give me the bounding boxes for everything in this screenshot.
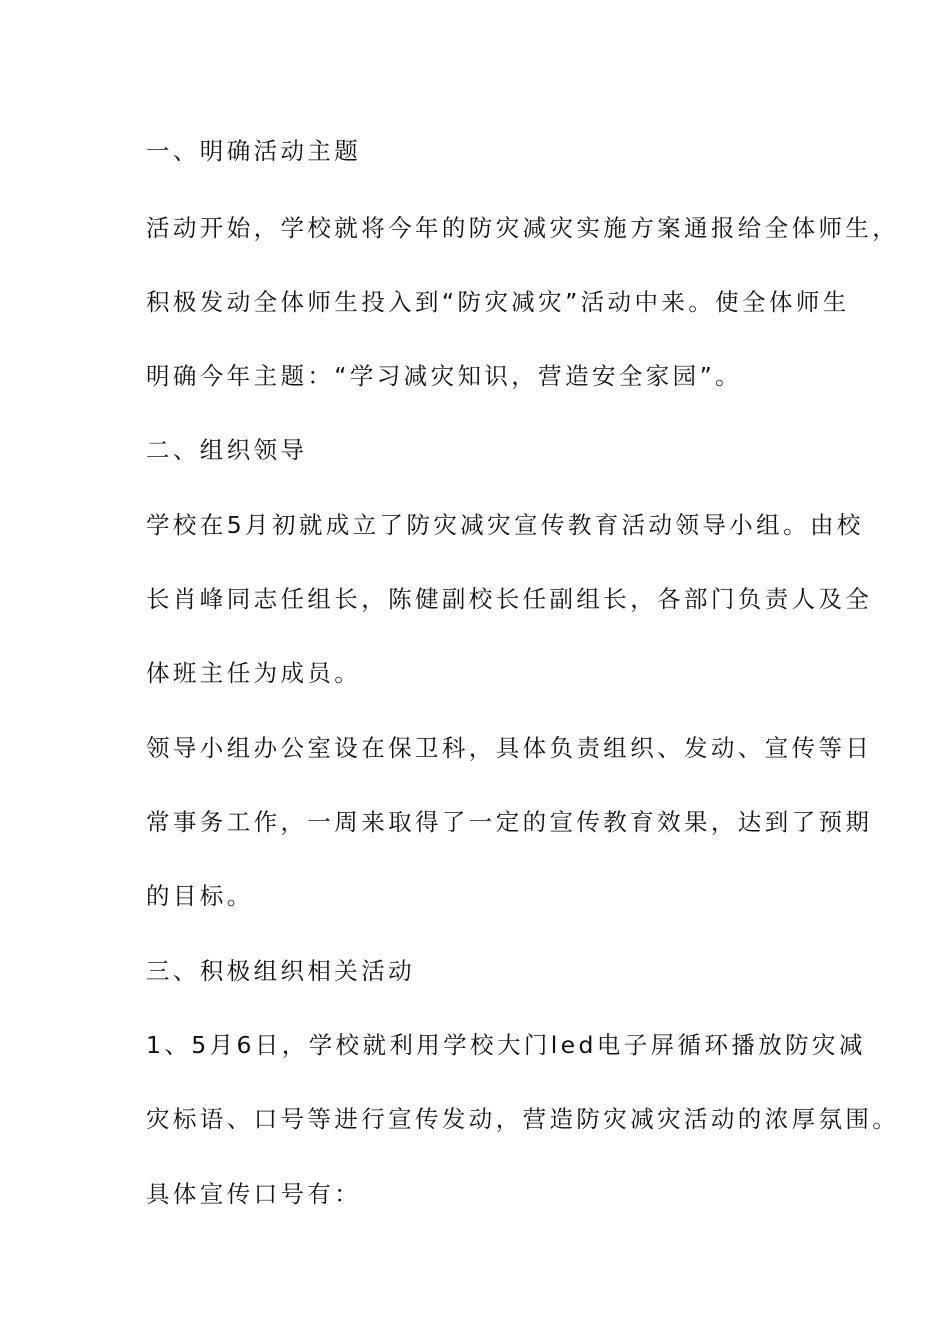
paragraph-line: 积极发动全体师生投入到“防灾减灾”活动中来。使全体师生 — [146, 288, 850, 316]
paragraph-line: 学校在5月初就成立了防灾减灾宣传教育活动领导小组。由校 — [146, 511, 864, 539]
paragraph-line: 长肖峰同志任组长，陈健副校长任副组长，各部门负责人及全 — [146, 585, 873, 613]
section-heading-1: 一、明确活动主题 — [146, 137, 362, 165]
paragraph-line: 明确今年主题：“学习减灾知识，营造安全家园”。 — [146, 362, 743, 390]
section-heading-3: 三、积极组织相关活动 — [146, 957, 415, 985]
paragraph-line: 领导小组办公室设在保卫科，具体负责组织、发动、宣传等日 — [146, 734, 873, 762]
paragraph-line: 具体宣传口号有： — [146, 1180, 362, 1208]
paragraph-line: 1、5月6日，学校就利用学校大门led电子屏循环播放防灾减 — [146, 1031, 866, 1059]
paragraph-line: 灾标语、口号等进行宣传发动，营造防灾减灾活动的浓厚氛围。 — [146, 1105, 900, 1133]
paragraph-line: 体班主任为成员。 — [146, 659, 362, 687]
paragraph-line: 常事务工作，一周来取得了一定的宣传教育效果，达到了预期 — [146, 808, 873, 836]
section-heading-2: 二、组织领导 — [146, 436, 308, 464]
paragraph-line: 活动开始，学校就将今年的防灾减灾实施方案通报给全体师生， — [146, 214, 900, 242]
paragraph-line: 的目标。 — [146, 882, 254, 910]
